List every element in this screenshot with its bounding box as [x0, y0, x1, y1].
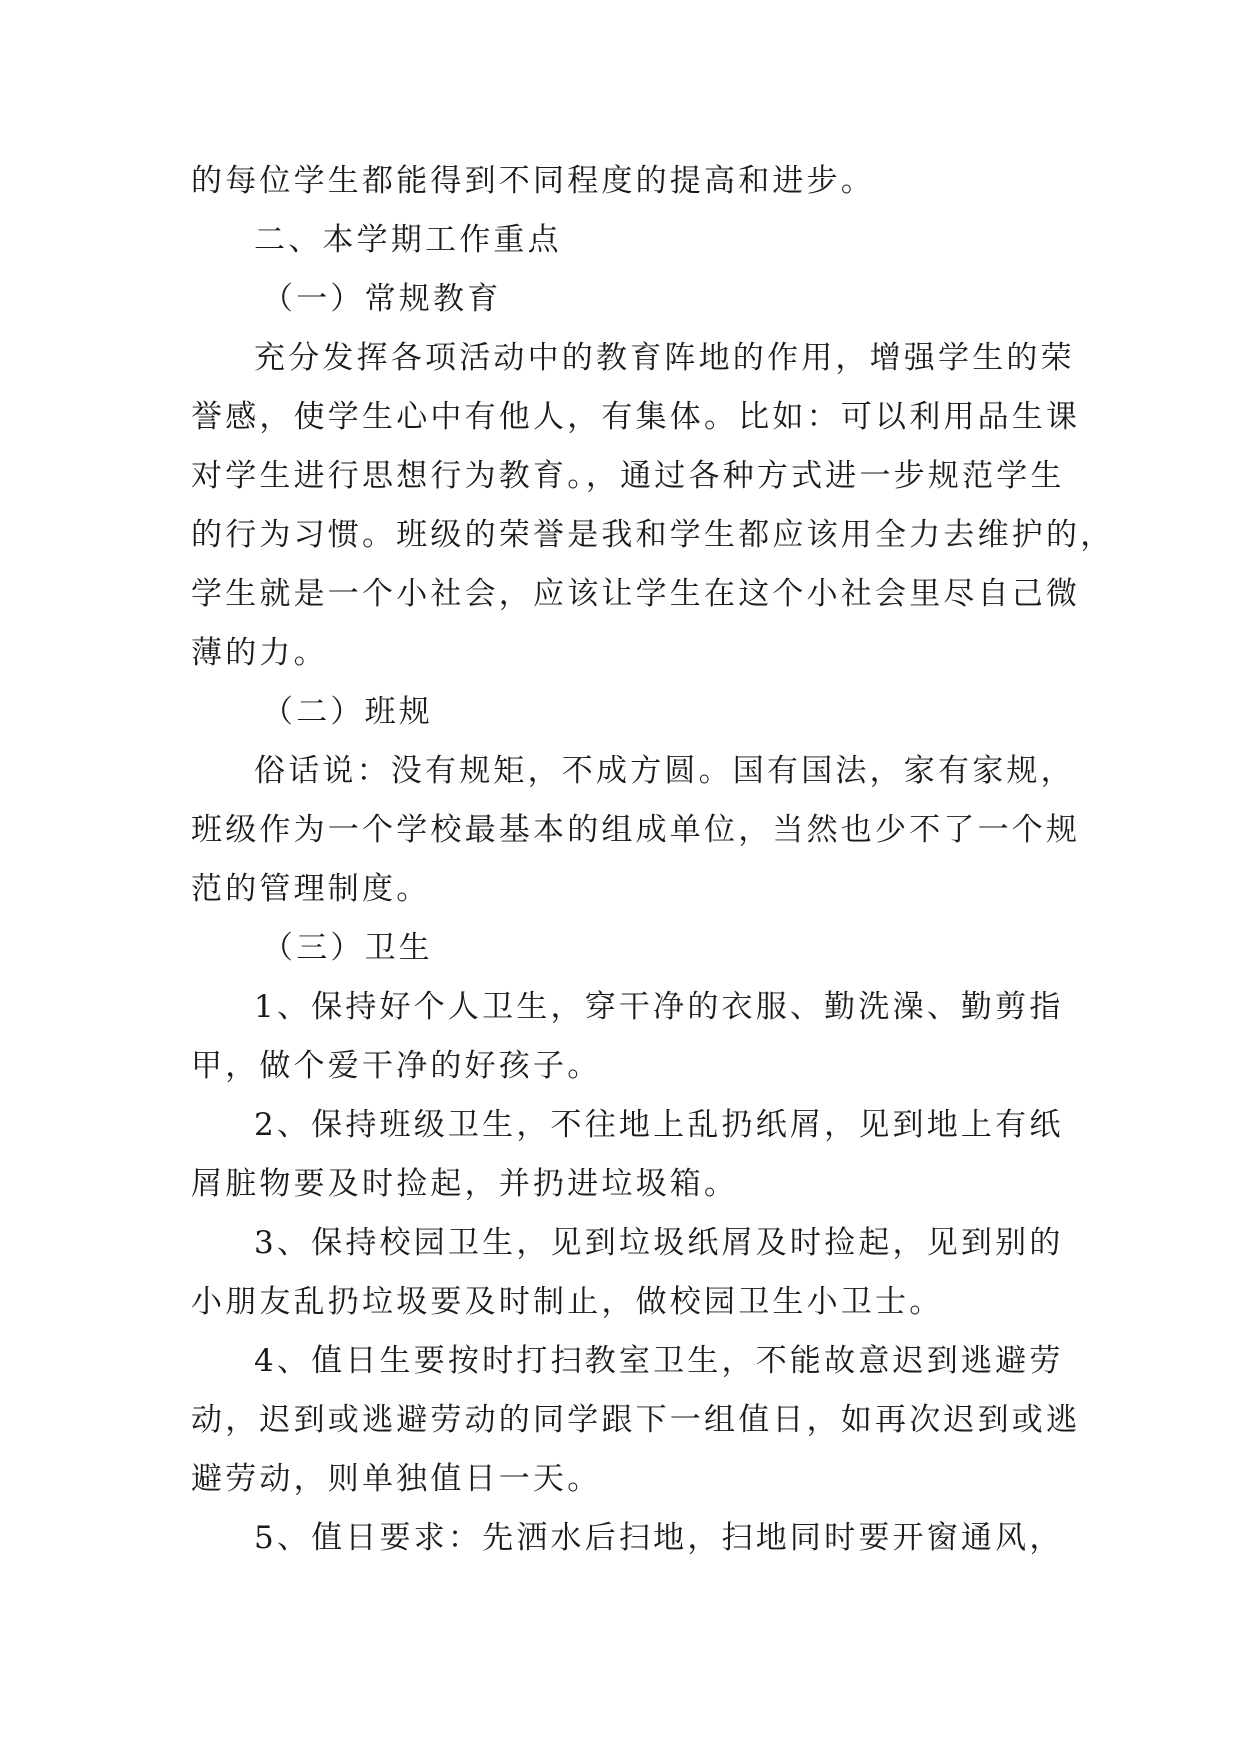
text-line: 班级作为一个学校最基本的组成单位，当然也少不了一个规 [191, 812, 1081, 848]
text-line: 学生就是一个小社会，应该让学生在这个小社会里尽自己微 [191, 576, 1081, 612]
text-line: 小朋友乱扔垃圾要及时制止，做校园卫生小卫士。 [191, 1284, 944, 1320]
text-line: 对学生进行思想行为教育。，通过各种方式进一步规范学生 [191, 458, 1065, 494]
list-item: 1、保持好个人卫生，穿干净的衣服、勤洗澡、勤剪指 [254, 989, 1064, 1025]
text-line: 避劳动，则单独值日一天。 [191, 1461, 602, 1497]
text-line: 屑脏物要及时捡起，并扔进垃圾箱。 [191, 1166, 739, 1202]
subsection-heading: （一）常规教育 [262, 281, 502, 317]
list-item: 2、保持班级卫生，不往地上乱扔纸屑，见到地上有纸 [254, 1107, 1064, 1143]
text-line: 动，迟到或逃避劳动的同学跟下一组值日，如再次迟到或逃 [191, 1402, 1081, 1438]
subsection-heading: （三）卫生 [262, 930, 433, 966]
text-line: 甲，做个爱干净的好孩子。 [191, 1048, 602, 1084]
subsection-heading: （二）班规 [262, 694, 433, 730]
list-item: 4、值日生要按时打扫教室卫生，不能故意迟到逃避劳 [254, 1343, 1064, 1379]
text-line: 充分发挥各项活动中的教育阵地的作用，增强学生的荣 [254, 340, 1075, 376]
text-line: 誉感，使学生心中有他人，有集体。比如：可以利用品生课 [191, 399, 1081, 435]
text-line: 薄的力。 [191, 635, 328, 671]
text-line: 的行为习惯。班级的荣誉是我和学生都应该用全力去维护的， [191, 517, 1115, 553]
section-heading: 二、本学期工作重点 [254, 222, 562, 258]
text-line: 的每位学生都能得到不同程度的提高和进步。 [191, 163, 875, 199]
list-item: 5、值日要求：先洒水后扫地，扫地同时要开窗通风， [254, 1520, 1064, 1556]
text-line: 范的管理制度。 [191, 871, 431, 907]
text-line: 俗话说：没有规矩，不成方圆。国有国法，家有家规， [254, 753, 1075, 789]
list-item: 3、保持校园卫生，见到垃圾纸屑及时捡起，见到别的 [254, 1225, 1064, 1261]
